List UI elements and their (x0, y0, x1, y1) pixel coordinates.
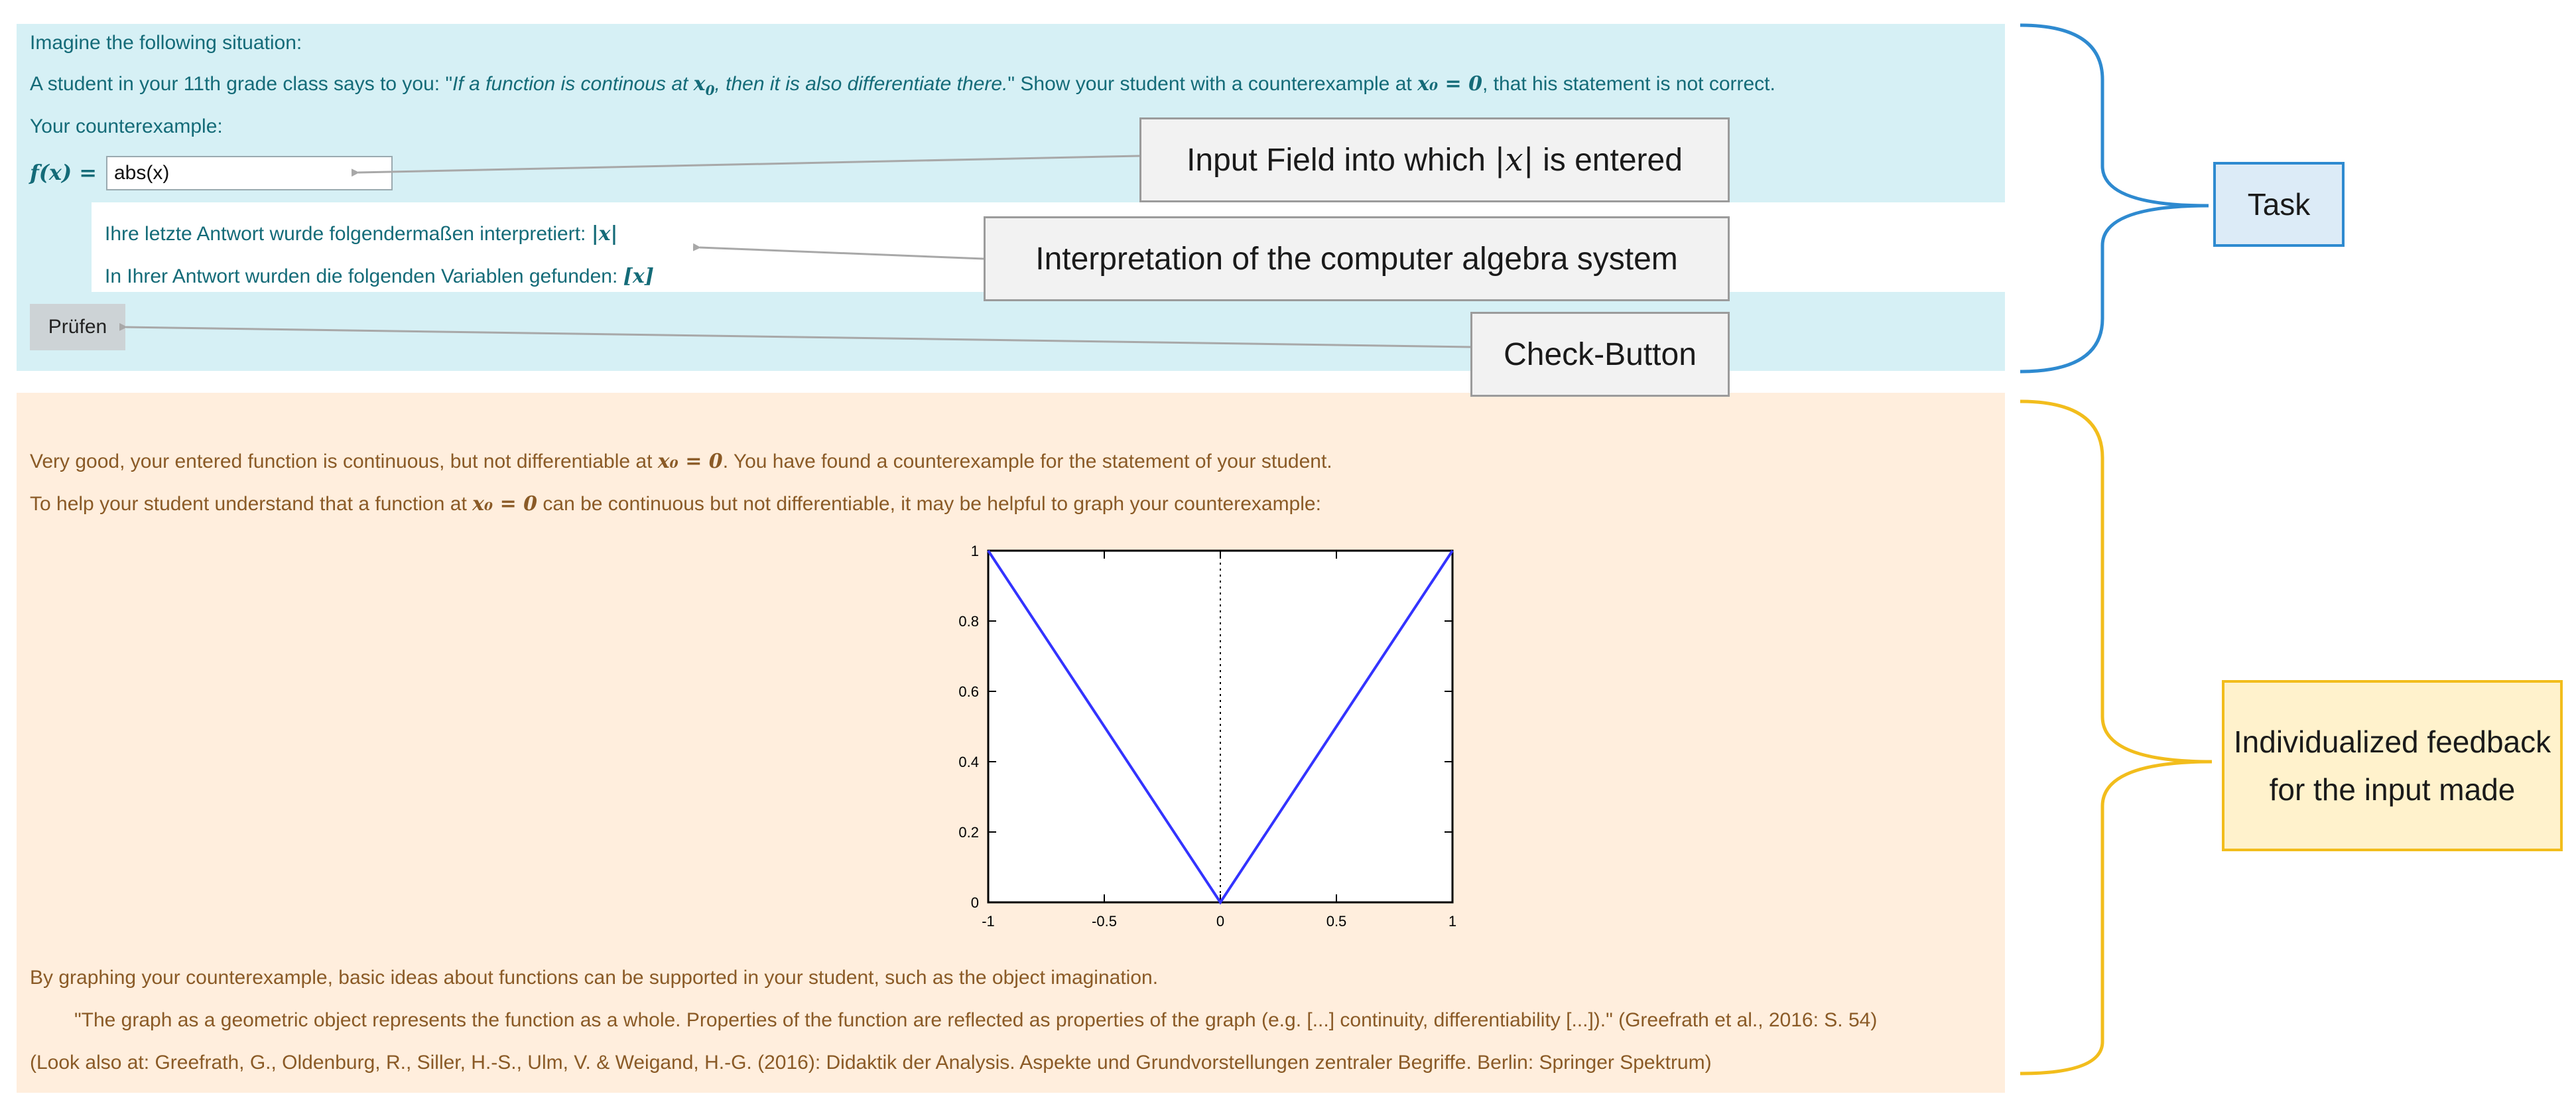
callout-check-button: Check-Button (1470, 312, 1730, 397)
statement-prefix: A student in your 11th grade class says to you: " (30, 73, 453, 95)
task-label: Task (2213, 162, 2345, 247)
feedback-label: Individualized feedback for the input made (2222, 680, 2563, 851)
fx-label: f(x) = (30, 160, 97, 185)
x-tick-label: -0.5 (1092, 913, 1117, 930)
task-brace (2020, 25, 2209, 372)
y-tick-label: 1 (970, 543, 979, 559)
interp-math-2: [x] (623, 265, 654, 288)
y-tick-label: 0 (970, 894, 979, 911)
feedback-reference: (Look also at: Greefrath, G., Oldenburg, R., Siller, H.-S., Ulm, V. & Weigand, H.-G. (2016): Didaktik der Analysis. Aspekte und Grundvorstellungen zentraler Begriffe. Berlin: Springer Spektrum) (30, 1052, 1712, 1074)
y-tick-label: 0.2 (958, 824, 979, 841)
x-tick-label: 1 (1448, 913, 1457, 930)
interp-math-1: |x| (591, 222, 618, 245)
feedback-line-2: To help your student understand that a function at x₀ = 0 can be continuous but not differentiable, it may be helpful to graph your counterexample: (30, 492, 1321, 516)
statement-suffix: , that his statement is not correct. (1482, 73, 1775, 95)
feedback-math-2: x₀ = 0 (472, 492, 538, 516)
interp-line-2: In Ihrer Antwort wurden die folgenden Variablen gefunden: [x] (105, 265, 654, 288)
feedback-line-3: By graphing your counterexample, basic ideas about functions can be supported in your student, such as the object imagination. (30, 967, 1159, 989)
y-tick-label: 0.6 (958, 683, 979, 700)
arrow-input-field (358, 156, 1139, 173)
feedback-brace (2020, 401, 2212, 1074)
y-tick-label: 0.8 (958, 613, 979, 630)
x-tick-label: 0 (1216, 913, 1225, 930)
check-button[interactable]: Prüfen (30, 304, 125, 350)
callout-input-field: Input Field into which |x| is entered (1139, 117, 1730, 202)
feedback-quote: "The graph as a geometric object represents the function as a whole. Properties of the function are reflected as properties of the graph (e.g. [...] continuity, differentiability [...])." (Greefrath et al., 2016: S. 54) (74, 1009, 1878, 1031)
x-tick-label: -1 (982, 913, 995, 930)
callout-interpretation: Interpretation of the computer algebra system (984, 216, 1730, 301)
your-counterexample-label: Your counterexample: (30, 115, 223, 137)
statement-close: " Show your student with a counterexample at (1007, 73, 1418, 95)
feedback-math-1: x₀ = 0 (657, 450, 723, 473)
callout-abs-x: |x| (1494, 141, 1534, 178)
interp-line-1: Ihre letzte Antwort wurde folgendermaßen interpretiert: |x| (105, 222, 618, 245)
statement-eq: x₀ = 0 (1417, 72, 1482, 96)
feedback-line-1: Very good, your entered function is continuous, but not differentiable at x₀ = 0. You have found a counterexample for the statement of your student. (30, 450, 1332, 473)
y-tick-label: 0.4 (958, 754, 979, 770)
arrow-interpretation (700, 247, 984, 259)
statement-quote: If a function is continous at $x_0$, then it is also differentiate there. (452, 72, 1008, 98)
task-intro: Imagine the following situation: (30, 32, 302, 54)
arrow-check-button (126, 327, 1470, 347)
x-tick-label: 0.5 (1326, 913, 1347, 930)
